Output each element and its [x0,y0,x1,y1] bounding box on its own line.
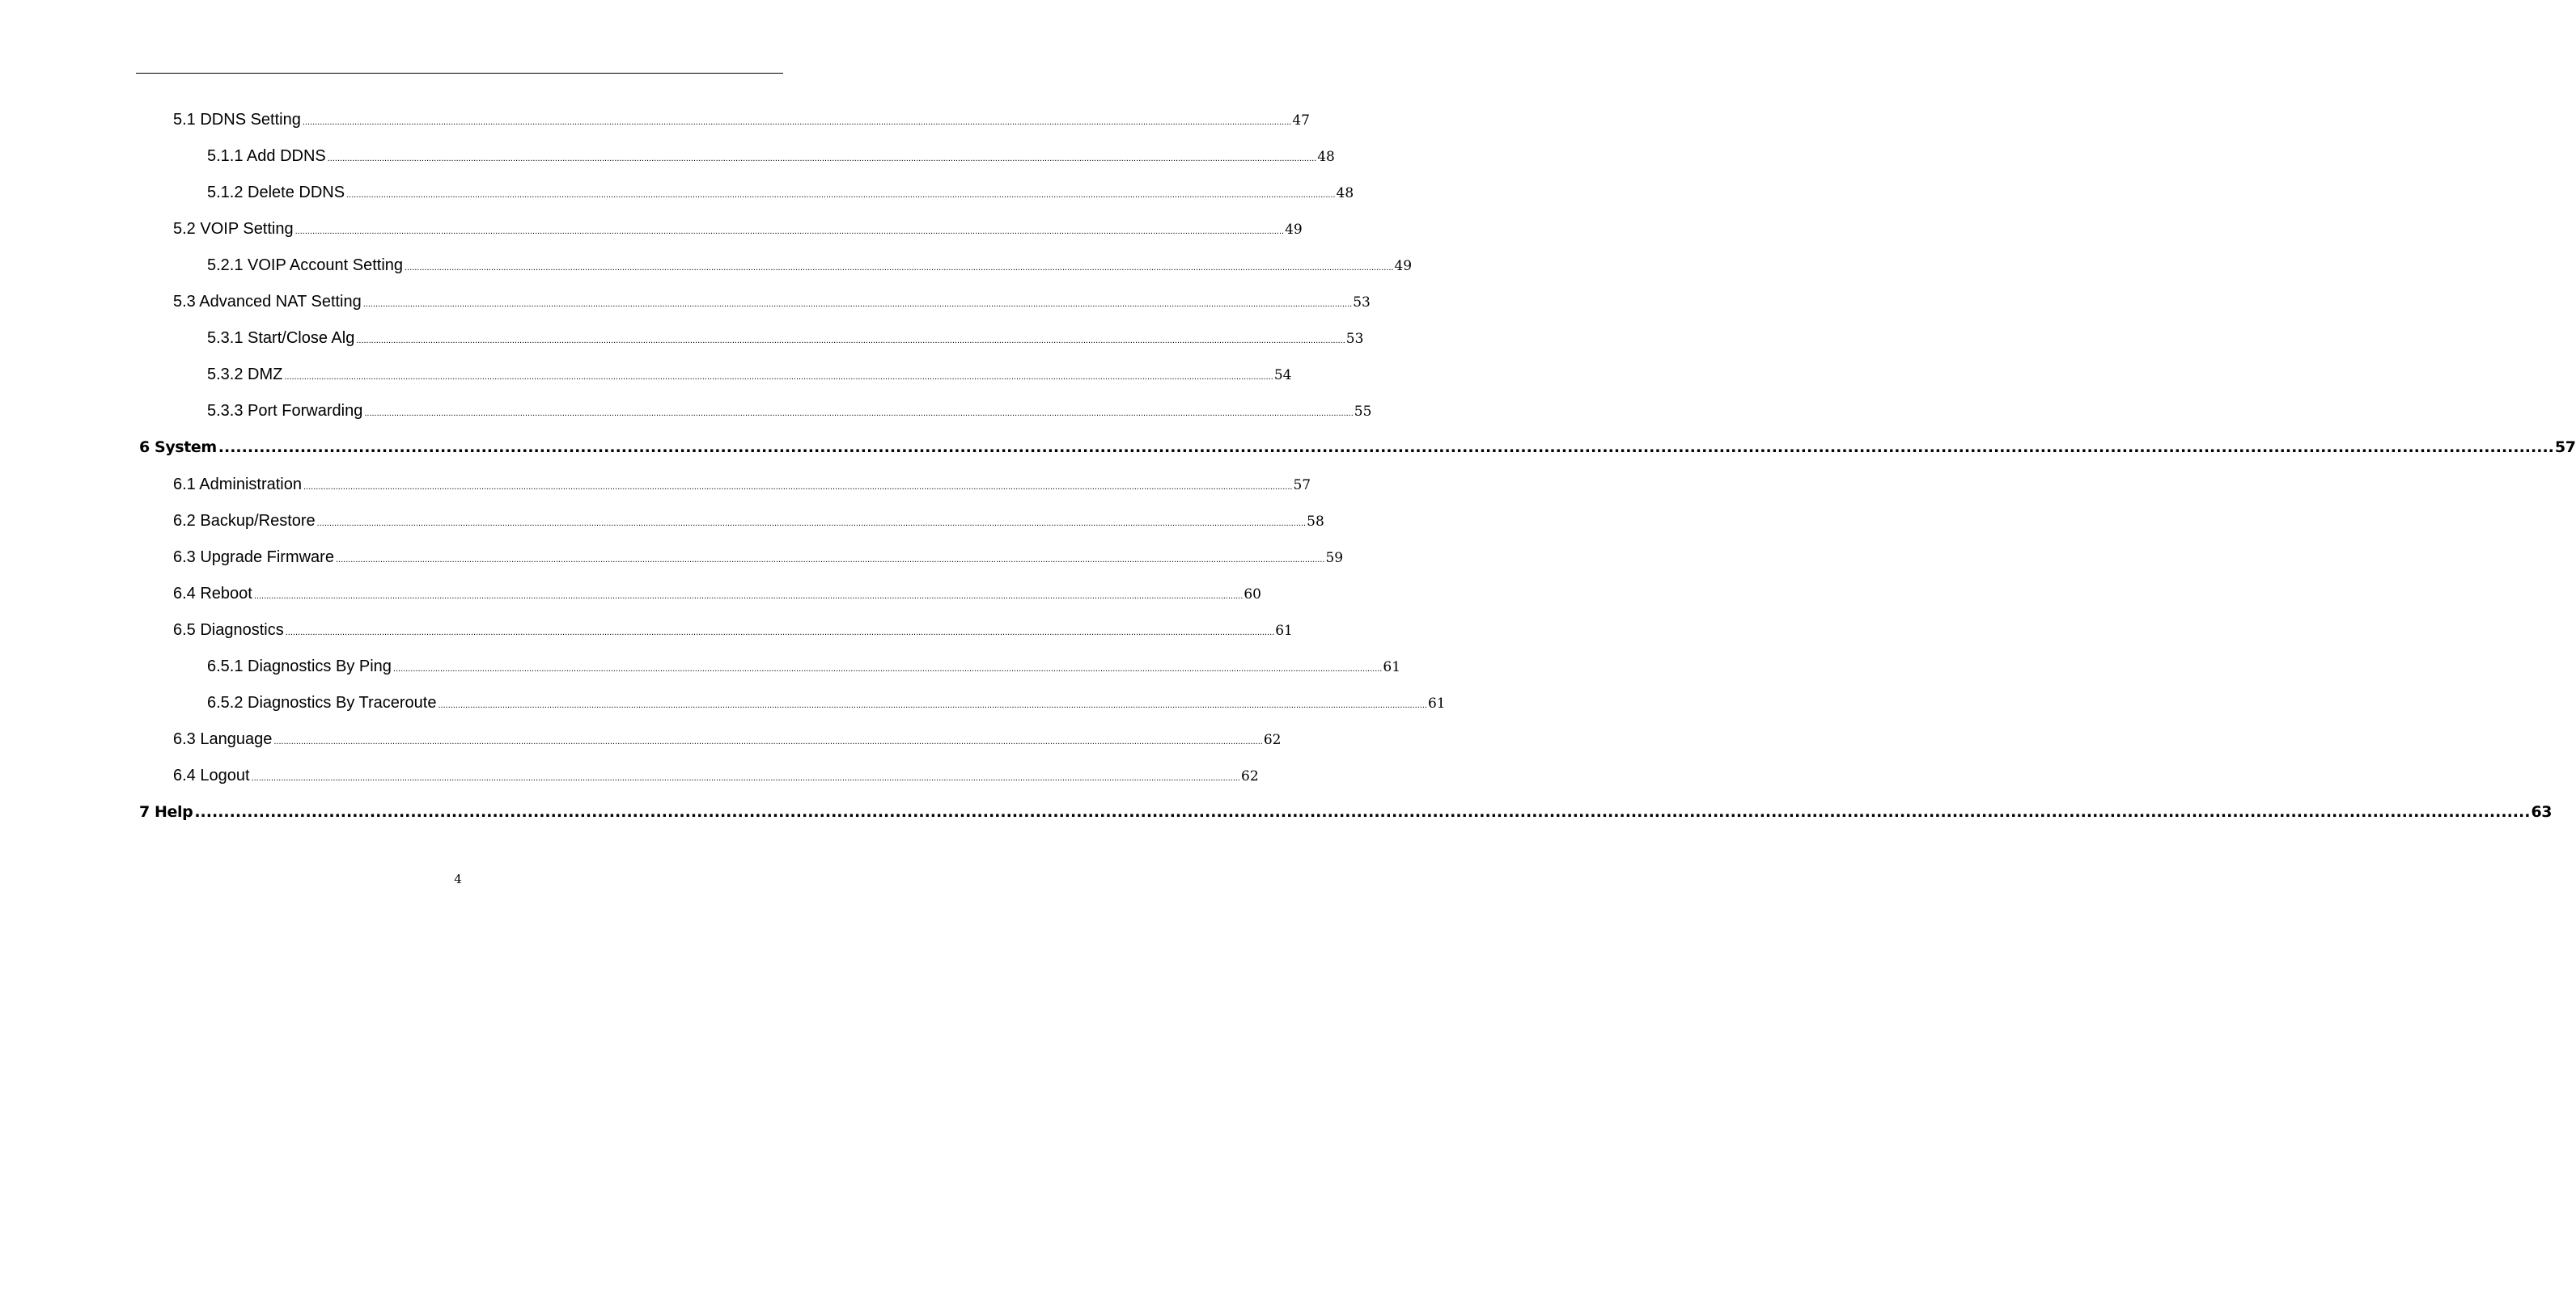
toc-entry-label: 6.3 Upgrade Firmware [173,548,334,566]
dot-leader: ................................................................................................................................................................................................................................................................................................................................................................................................................ [346,190,1336,200]
toc-entry-label: 5.3 Advanced NAT Setting [173,293,362,311]
toc-entry[interactable] [173,548,1344,573]
dot-leader: ................................................................................................................................................................................................................................................................................................................................................................................................................ [362,299,1353,309]
toc-entry-page: 49 [1394,258,1413,274]
toc-entry-page: 61 [1427,696,1446,712]
toc-entry-label: 5.2 VOIP Setting [173,220,294,238]
toc-entry-label: 6.5 Diagnostics [173,621,284,639]
toc-entry[interactable] [207,329,1364,353]
toc-entry-label: 6.4 Logout [173,767,250,784]
toc-entry-page: 48 [1336,185,1354,201]
toc-entry[interactable] [207,402,1372,426]
toc-entry-page: 54 [1273,367,1292,383]
toc-entry-label: 6.3 Language [173,730,273,748]
dot-leader: ................................................................................................................................................................................................................................................................................................................................................................................................................ [405,263,1394,273]
dot-leader: ................................................................................................................................................................................................................................................................................................................................................................................................................ [302,117,1292,127]
toc-entry-label: 5.1 DDNS Setting [173,111,301,129]
toc-entry[interactable] [207,694,1446,718]
toc-entry-label: 6.5.1 Diagnostics By Ping [207,658,392,675]
toc-entry-label: 6.2 Backup/Restore [173,512,316,530]
dot-leader: ................................................................................................................................................................................................................................................................................................................................................................................................................ [273,737,1263,746]
dot-leader: ................................................................................................................................................................................................................................................................................................................................................................................................................ [327,154,1317,163]
toc-entry[interactable] [173,293,1371,317]
toc-entry[interactable] [173,730,1282,755]
toc-entry-page: 61 [1383,659,1401,675]
toc-entry-page: 63 [2531,803,2553,821]
dot-leader: ................................................................................................................................................................................................................................................................................................................................................................................................................ [356,336,1345,345]
toc-entry-label: 6 System [139,438,217,456]
dot-leader: ................................................................................................................................................................................................................................................................................................................................................................................................................ [218,438,2554,456]
toc-chapter-entry[interactable] [139,803,2553,827]
toc-entry-page: 47 [1292,112,1310,129]
dot-leader: ................................................................................................................................................................................................................................................................................................................................................................................................................ [194,803,2531,821]
toc-entry-page: 57 [1293,477,1311,493]
toc-entry-label: 5.3.1 Start/Close Alg [207,329,355,347]
dot-leader: ................................................................................................................................................................................................................................................................................................................................................................................................................ [392,664,1383,674]
toc-entry-page: 58 [1307,514,1324,530]
toc-entry-page: 49 [1285,222,1303,238]
toc-entry[interactable] [173,220,1303,244]
toc-entry[interactable] [207,184,1354,208]
toc-entry[interactable] [207,366,1292,390]
toc-chapter-entry[interactable] [139,438,2576,463]
toc-entry-page: 55 [1354,404,1372,420]
toc-entry[interactable] [173,621,1293,645]
toc-entry[interactable] [207,256,1413,281]
toc-entry[interactable] [173,767,1259,791]
toc-entry[interactable] [207,147,1335,171]
toc-entry-label: 5.3.2 DMZ [207,366,283,383]
toc-entry[interactable] [173,512,1324,536]
toc-entry-page: 59 [1325,550,1344,566]
toc-entry-page: 62 [1263,732,1282,748]
toc-entry-label: 5.2.1 VOIP Account Setting [207,256,404,274]
page-number: 4 [454,872,462,886]
toc-entry-label: 5.1.1 Add DDNS [207,147,326,165]
dot-leader: ................................................................................................................................................................................................................................................................................................................................................................................................................ [253,591,1244,601]
toc-entry-label: 5.1.2 Delete DDNS [207,184,345,201]
toc-entry[interactable] [207,658,1401,682]
dot-leader: ................................................................................................................................................................................................................................................................................................................................................................................................................ [364,408,1354,418]
dot-leader: ................................................................................................................................................................................................................................................................................................................................................................................................................ [284,372,1273,382]
dot-leader: ................................................................................................................................................................................................................................................................................................................................................................................................................ [294,226,1285,236]
toc-entry-page: 53 [1353,294,1371,311]
toc-entry-label: 5.3.3 Port Forwarding [207,402,363,420]
toc-entry[interactable] [173,111,1310,135]
dot-leader: ................................................................................................................................................................................................................................................................................................................................................................................................................ [303,482,1293,492]
toc-entry[interactable] [173,585,1261,609]
toc-entry-page: 48 [1317,149,1335,165]
toc-entry-label: 6.5.2 Diagnostics By Traceroute [207,694,437,712]
toc-entry-page: 60 [1244,586,1261,603]
dot-leader: ................................................................................................................................................................................................................................................................................................................................................................................................................ [316,518,1307,528]
toc-entry-page: 57 [2554,438,2576,456]
toc-entry-label: 6.4 Reboot [173,585,252,603]
toc-entry-page: 53 [1345,331,1364,347]
toc-entry-page: 62 [1241,768,1259,784]
toc-entry-page: 61 [1275,623,1293,639]
dot-leader: ................................................................................................................................................................................................................................................................................................................................................................................................................ [335,555,1325,565]
dot-leader: ................................................................................................................................................................................................................................................................................................................................................................................................................ [285,628,1275,637]
dot-leader: ................................................................................................................................................................................................................................................................................................................................................................................................................ [251,773,1240,783]
dot-leader: ................................................................................................................................................................................................................................................................................................................................................................................................................ [438,700,1427,710]
toc-entry[interactable] [173,476,1311,500]
toc-entry-label: 6.1 Administration [173,476,302,493]
toc-entry-label: 7 Help [139,803,193,821]
